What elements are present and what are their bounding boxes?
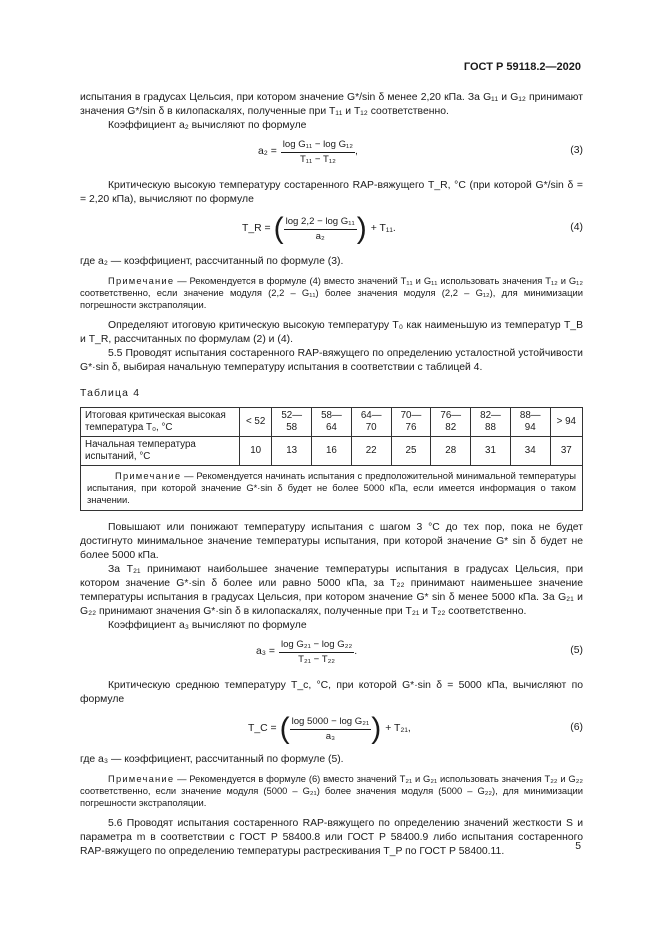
formula-tail: .: [354, 646, 358, 657]
table-caption: Таблица 4: [80, 388, 141, 399]
formula-lhs: a₃ =: [256, 646, 275, 657]
right-paren: ): [371, 712, 382, 745]
formula-number: (5): [570, 645, 583, 656]
table-cell: 52—58: [272, 408, 312, 437]
denominator: a₂: [315, 230, 325, 242]
paragraph: испытания в градусах Цельсия, при котором значение G*/sin δ менее 2,20 кПа. За G₁₁ и G₁₂ принимают значения G*/sin δ в килопаскалях, полученные при T₁₁ и T₁₂ соответственно.: [80, 92, 583, 117]
table-4: [80, 407, 583, 511]
paragraph: 5.6 Проводят испытания состаренного RAP-вяжущего по определению значений жесткости S и параметра m в соответствии с ГОСТ Р 58400.8 или ГОСТ Р 58400.9 либо испытания состаренного RAP-вяжущего по определению температуры растрескивания T_P по ГОСТ Р 58400.11.: [80, 818, 583, 857]
denominator: T₁₁ − T₁₂: [299, 153, 336, 165]
table-cell: 16: [312, 437, 352, 466]
paragraph: Повышают или понижают температуру испытания с шагом 3 °С до тех пор, пока не будет достигнуто минимальное значение температуры испытания, при которой значение G* sin δ будет не более 5000 кПа.: [80, 522, 583, 561]
denominator: a₃: [325, 730, 336, 742]
table-cell: < 52: [240, 408, 272, 437]
formula-number: (3): [570, 145, 583, 156]
table-cell: 88—94: [510, 408, 550, 437]
paragraph: Определяют итоговую критическую высокую температуру T₀ как наименьшую из температур T_B и T_R, рассчитанных по формулам (2) и (4).: [80, 320, 583, 345]
numerator: log 2,2 − log G₁₁: [284, 216, 357, 230]
fraction: [284, 216, 357, 243]
table-cell: 28: [431, 437, 471, 466]
table-note: [81, 466, 583, 511]
note-prefix: Примечание: [108, 275, 175, 286]
table-cell: 76—82: [431, 408, 471, 437]
formula-lhs: T_R =: [242, 223, 271, 234]
table-cell: 70—76: [391, 408, 431, 437]
left-paren: (: [279, 712, 290, 745]
paragraph: где a₂ — коэффициент, рассчитанный по формуле (3).: [80, 256, 344, 267]
formula-6: [80, 707, 583, 751]
table-cell: 22: [351, 437, 391, 466]
paragraph: За T₂₁ принимают наибольшее значение температуры испытания в градусах Цельсия, при котором значение G*·sin δ более или равно 5000 кПа, за T₂₂ принимают наименьшее значение температуры испытания в градусах Цельсия, при котором значение G* sin δ менее 5000 кПа. За G₂₁ и G₂₂ принимают значения G*·sin δ в килопаскалях, полученные при T₂₁ и T₂₂ соответственно.: [80, 564, 583, 617]
note-text: — Рекомендуется в формуле (4) вместо значений T₁₁ и G₁₁ использовать значения T₁₂ и G₁₂ соответственно, если значение модуля (2,2 – G₁₁) более значения модуля (2,2 – G₁₂), для минимизации погрешности экстраполяции.: [80, 275, 583, 310]
fraction: [281, 139, 355, 166]
right-paren: ): [356, 212, 367, 245]
table-cell: 34: [510, 437, 550, 466]
table-cell: 31: [471, 437, 511, 466]
table-cell: 37: [550, 437, 582, 466]
paragraph: Критическую высокую температуру состаренного RAP-вяжущего T_R, °C (при которой G*/sin δ = = 2,20 кПа), вычисляют по формуле: [80, 180, 583, 205]
note-text: — Рекомендуется в формуле (6) вместо значений T₂₁ и G₂₁ использовать значения T₂₂ и G₂₂ соответственно, если значение модуля (5000 – G₂₁) более значения модуля (5000 – G₂₂), для минимизации погрешности экстраполяции.: [80, 773, 583, 808]
table-note-row: [81, 466, 583, 511]
left-paren: (: [273, 212, 284, 245]
paragraph: 5.5 Проводят испытания состаренного RAP-вяжущего по определению усталостной устойчивости G*·sin δ, выбирая начальную температуру испытания в соответствии с таблицей 4.: [80, 348, 583, 373]
formula-tail: + T₁₁.: [370, 223, 396, 234]
table-row: [81, 408, 583, 437]
note-prefix: Примечание: [115, 470, 182, 481]
row-label: Начальная температура испытаний, °C: [81, 437, 240, 466]
numerator: log G₁₁ − log G₁₂: [281, 139, 355, 153]
table-row: [81, 437, 583, 466]
table-cell: 25: [391, 437, 431, 466]
table-cell: 10: [240, 437, 272, 466]
formula-number: (4): [570, 222, 583, 233]
note: [80, 773, 583, 809]
numerator: log 5000 − log G₂₁: [290, 716, 372, 730]
denominator: T₂₁ − T₂₂: [298, 653, 336, 665]
document-id: ГОСТ Р 59118.2—2020: [463, 61, 581, 73]
note-text: — Рекомендуется начинать испытания с предположительной минимальной температуры испытания, при которой значение G*·sin δ будет не более 5000 кПа, если имеется информация о таком значении.: [87, 470, 576, 505]
formula-3: [80, 133, 583, 171]
page-number: 5: [575, 841, 581, 852]
formula-5: [80, 633, 583, 671]
fraction: [290, 716, 372, 743]
page-body: [80, 91, 583, 859]
note-prefix: Примечание: [108, 773, 175, 784]
formula-lhs: a₂ =: [258, 146, 277, 157]
paragraph: Критическую среднюю температуру T_c, °C, при которой G*·sin δ = 5000 кПа, вычисляют по формуле: [80, 680, 583, 705]
table-cell: 82—88: [471, 408, 511, 437]
formula-number: (6): [570, 722, 583, 733]
row-label: Итоговая критическая высокая температура T₀, °C: [81, 408, 240, 437]
note: [80, 275, 583, 311]
formula-4: [80, 207, 583, 251]
formula-lhs: T_C =: [248, 723, 277, 734]
paragraph: Коэффициент a₂ вычисляют по формуле: [108, 120, 307, 131]
table-cell: 58—64: [312, 408, 352, 437]
paragraph: Коэффициент a₃ вычисляют по формуле: [108, 620, 307, 631]
table-cell: > 94: [550, 408, 582, 437]
table-cell: 13: [272, 437, 312, 466]
fraction: [279, 639, 354, 666]
formula-tail: + T₂₁,: [385, 723, 411, 734]
formula-tail: ,: [355, 146, 358, 157]
numerator: log G₂₁ − log G₂₂: [279, 639, 354, 653]
table-cell: 64—70: [351, 408, 391, 437]
paragraph: где a₃ — коэффициент, рассчитанный по формуле (5).: [80, 754, 344, 765]
